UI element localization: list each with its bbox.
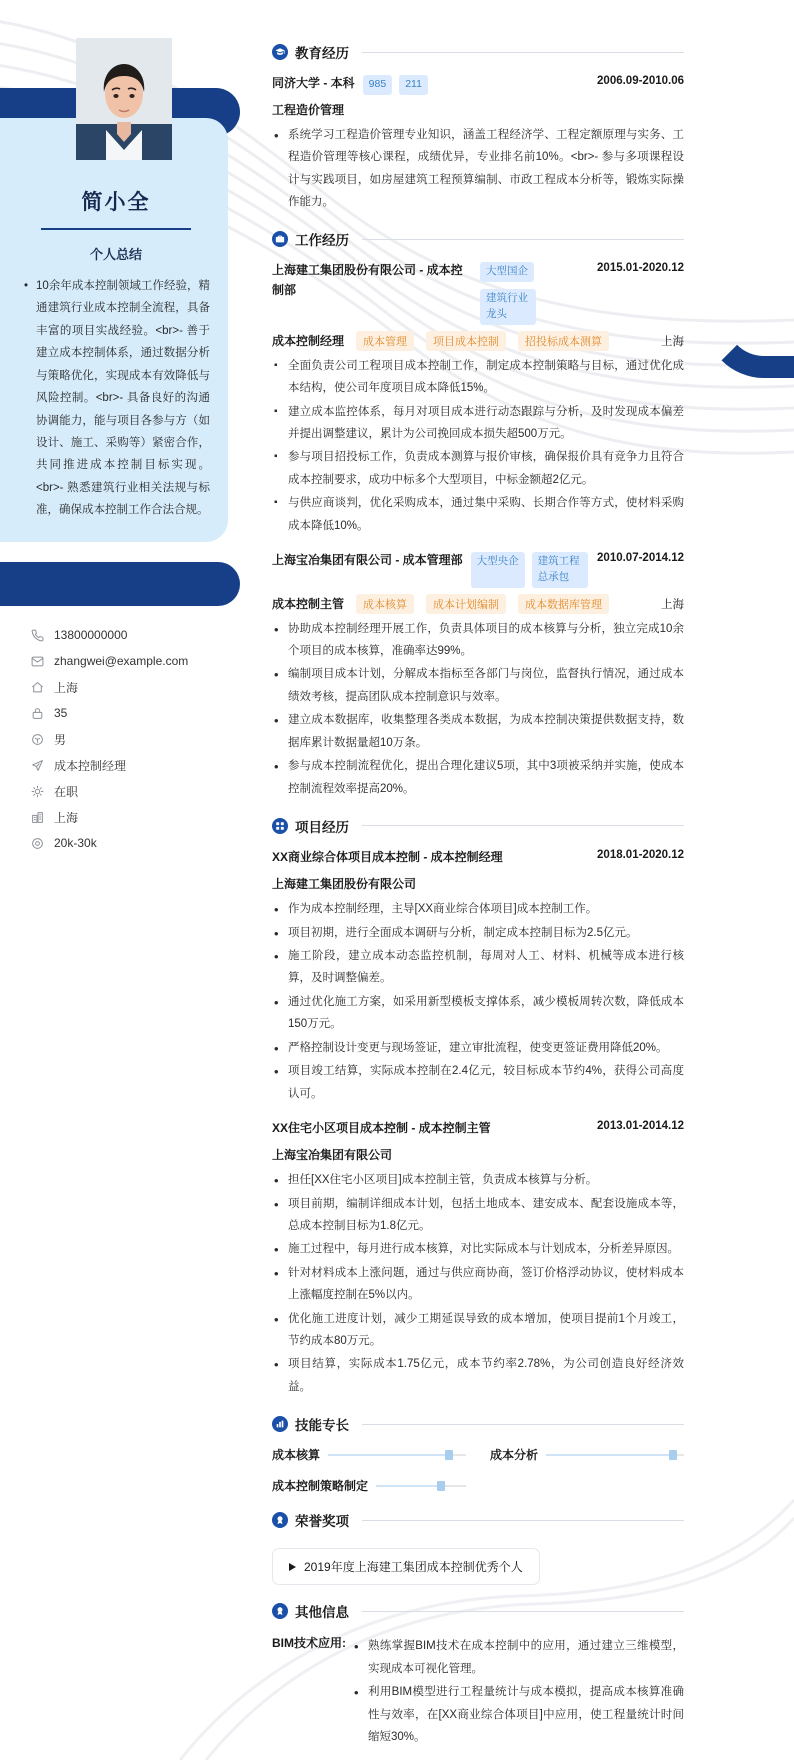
- contact-value: 上海: [54, 680, 79, 695]
- skill-tag: 成本计划编制: [426, 594, 506, 614]
- skill-slider[interactable]: [546, 1454, 684, 1456]
- entry-header: [272, 74, 684, 95]
- list-item: • 熟练掌握BIM技术在成本控制中的应用，通过建立三维模型，实现成本可视化管理。: [352, 1635, 684, 1680]
- list-item: • 系统学习工程造价管理专业知识，涵盖工程经济学、工程定额原理与实务、工程造价管理等核心课程，成绩优异，专业排名前10%。<br>- 参与多项课程设计与实践项目，如房屋建筑工程预算编制、市政工程成本分析等，锻炼实际操作能力。: [272, 124, 684, 214]
- tag: 211: [399, 75, 428, 95]
- skill-tag: 项目成本控制: [426, 331, 506, 351]
- skill-label: 成本核算: [272, 1448, 321, 1463]
- project-name: XX住宅小区项目成本控制 - 成本控制主管: [272, 1120, 491, 1135]
- major-name: 工程造价管理: [272, 102, 345, 117]
- tag: 大型央企: [471, 552, 525, 588]
- summary-heading: 个人总结: [89, 247, 142, 262]
- entry-date: 2006.09-2010.06: [597, 75, 684, 87]
- list-item: ▪ 建立成本监控体系，每月对项目成本进行动态跟踪与分析，及时发现成本偏差并提出调整建议，累计为公司挽回成本损失超500万元。: [272, 401, 684, 446]
- skill-item: [490, 1446, 684, 1463]
- tag: 大型国企: [480, 262, 534, 282]
- avatar: [76, 38, 172, 160]
- section-divider: [362, 825, 684, 826]
- section-header: [272, 816, 684, 836]
- list-item: ▪ 与供应商谈判，优化采购成本，通过集中采购、长期合作等方式，使材料采购成本降低10%。: [272, 492, 684, 537]
- list-item: • 编制项目成本计划，分解成本指标至各部门与岗位，监督执行情况，通过成本绩效考核，提高团队成本控制意识与效率。: [272, 663, 684, 708]
- contact-item-phone: [30, 622, 250, 648]
- section-title: 教育经历: [295, 46, 349, 61]
- skill-fill: [328, 1454, 449, 1456]
- work-bullets: [272, 355, 684, 537]
- skill-item: [272, 1477, 466, 1494]
- project-entry: [272, 848, 684, 1105]
- section-divider: [362, 1424, 684, 1425]
- tag: 建筑工程总承包: [532, 552, 588, 588]
- age-icon: [30, 706, 44, 720]
- skill-label: 成本分析: [490, 1448, 539, 1463]
- other-label: BIM技术应用:: [272, 1636, 346, 1651]
- entry-date: 2010.07-2014.12: [597, 552, 684, 565]
- page-title: 简小全: [81, 191, 151, 214]
- section-skills: [272, 1414, 684, 1494]
- list-item: • 参与成本控制流程优化，提出合理化建议5项，其中3项被采纳并实施，使成本控制流程效率提高20%。: [272, 755, 684, 800]
- list-item: • 施工阶段，建立成本动态监控机制，每周对人工、材料、机械等成本进行核算，及时调整偏差。: [272, 945, 684, 990]
- gender-icon: [30, 732, 44, 746]
- name-divider: [41, 228, 191, 230]
- school-name: 同济大学 - 本科: [272, 76, 355, 90]
- list-item: • 利用BIM模型进行工程量统计与成本模拟，提高成本核算准确性与效率，在[XX商业综合体项目]中应用，使工程量统计时间缩短30%。: [352, 1681, 684, 1748]
- chart-icon: [272, 1416, 288, 1432]
- contact-value: 成本控制经理: [54, 758, 127, 773]
- section-title: 其他信息: [295, 1605, 349, 1621]
- section-divider: [362, 1611, 684, 1612]
- list-item: • 担任[XX住宅小区项目]成本控制主管，负责成本核算与分析。: [272, 1169, 684, 1191]
- list-item: • 项目前期，编制详细成本计划，包括土地成本、建安成本、配套设施成本等，总成本控制目标为1.8亿元。: [272, 1193, 684, 1238]
- section-divider: [362, 52, 684, 53]
- award-chip: [272, 1548, 540, 1585]
- contact-value: 13800000000: [54, 628, 128, 642]
- entry-header: [272, 1119, 684, 1138]
- list-item: • 项目初期，进行全面成本调研与分析，制定成本控制目标为2.5亿元。: [272, 922, 684, 944]
- list-item: • 项目结算，实际成本1.75亿元，成本节约率2.78%，为公司创造良好经济效益。: [272, 1353, 684, 1398]
- entry-date: 2015.01-2020.12: [597, 262, 684, 275]
- company-name: 上海宝冶集团有限公司 - 成本管理部: [272, 553, 463, 568]
- entry-header: [272, 261, 684, 324]
- project-company: 上海宝冶集团有限公司: [272, 1148, 393, 1163]
- skill-slider[interactable]: [376, 1485, 466, 1487]
- skill-fill: [546, 1454, 673, 1456]
- home-icon: [30, 680, 44, 694]
- briefcase-icon: [272, 231, 288, 247]
- section-title: 荣誉奖项: [295, 1514, 349, 1530]
- skill-knob[interactable]: [437, 1481, 445, 1491]
- skill-tag: 成本管理: [356, 331, 414, 351]
- section-divider: [362, 1520, 684, 1521]
- section-divider: [362, 239, 684, 240]
- skill-grid: [272, 1446, 684, 1494]
- section-header: [272, 229, 684, 249]
- project-entry: [272, 1119, 684, 1398]
- grid-icon: [272, 818, 288, 834]
- skill-slider[interactable]: [328, 1454, 466, 1456]
- list-item: • 严格控制设计变更与现场签证，建立审批流程，使变更签证费用降低20%。: [272, 1037, 684, 1059]
- entry-date: 2018.01-2020.12: [597, 848, 684, 861]
- list-item: • 项目竣工结算，实际成本控制在2.4亿元，较目标成本节约4%，获得公司高度认可。: [272, 1060, 684, 1105]
- list-item: ▪ 参与项目招投标工作，负责成本测算与报价审核，确保报价具有竞争力且符合成本控制要求，成功中标多个大型项目，中标金额超2亿元。: [272, 446, 684, 491]
- position-icon: [30, 758, 44, 772]
- contact-value: 男: [54, 732, 67, 747]
- tag: 建筑行业龙头: [480, 289, 536, 325]
- work-city: 上海: [661, 598, 684, 611]
- play-triangle-icon: [289, 1563, 296, 1571]
- section-other: [272, 1601, 684, 1749]
- work-entry: [272, 261, 684, 537]
- company-tags: [480, 261, 589, 324]
- section-title: 工作经历: [295, 233, 349, 249]
- graduation-cap-icon: [272, 44, 288, 60]
- contact-item-salary: [30, 830, 250, 856]
- decorative-arc-right: [704, 258, 794, 378]
- project-name: XX商业综合体项目成本控制 - 成本控制经理: [272, 849, 503, 864]
- role-title: 成本控制经理: [272, 334, 345, 349]
- mail-icon: [30, 654, 44, 668]
- contact-item-status: [30, 778, 250, 804]
- status-icon: [30, 784, 44, 798]
- contact-value: 在职: [54, 784, 79, 799]
- section-title: 技能专长: [295, 1418, 349, 1434]
- role-title: 成本控制主管: [272, 597, 345, 612]
- list-item: • 作为成本控制经理，主导[XX商业综合体项目]成本控制工作。: [272, 898, 684, 920]
- salary-icon: [30, 836, 44, 850]
- tag: 985: [363, 75, 393, 95]
- entry-header: [272, 551, 684, 588]
- list-item: ▪ 全面负责公司工程项目成本控制工作，制定成本控制策略与目标，通过优化成本结构，使公司年度项目成本降低15%。: [272, 355, 684, 400]
- list-item: • 通过优化施工方案，如采用新型模板支撑体系，减少模板周转次数，降低成本150万元。: [272, 991, 684, 1036]
- skill-fill: [376, 1485, 441, 1487]
- section-header: [272, 1414, 684, 1434]
- contact-item-email: [30, 648, 250, 674]
- section-projects: [272, 816, 684, 1398]
- list-item: • 施工过程中，每月进行成本核算，对比实际成本与计划成本，分析差异原因。: [272, 1238, 684, 1260]
- section-header: [272, 42, 684, 62]
- summary-list: [22, 275, 210, 522]
- contact-item-position: [30, 752, 250, 778]
- entry-header: [272, 848, 684, 867]
- role-row: [272, 594, 684, 614]
- contact-value: zhangwei@example.com: [54, 654, 189, 668]
- work-entry: [272, 551, 684, 800]
- other-body: [352, 1633, 684, 1749]
- section-awards: [272, 1510, 684, 1585]
- skill-tag: 成本数据库管理: [518, 594, 609, 614]
- entry-date: 2013.01-2014.12: [597, 1119, 684, 1132]
- section-title: 项目经历: [295, 819, 349, 835]
- contact-value: 35: [54, 706, 68, 720]
- work-city: 上海: [661, 335, 684, 348]
- work-bullets: [272, 618, 684, 800]
- section-work: [272, 229, 684, 800]
- contact-value: 上海: [54, 810, 79, 825]
- list-item: • 优化施工进度计划，减少工期延误导致的成本增加，使项目提前1个月竣工，节约成本80万元。: [272, 1308, 684, 1353]
- project-bullets: [272, 1169, 684, 1398]
- list-item: • 建立成本数据库，收集整理各类成本数据，为成本控制决策提供数据支持，数据库累计数据量超10万条。: [272, 709, 684, 754]
- contact-item-city: [30, 804, 250, 830]
- list-item: • 10余年成本控制领域工作经验，精通建筑行业成本控制全流程，具备丰富的项目实战经验。<br>- 善于建立成本控制体系，通过数据分析与策略优化，实现成本有效降低与风险控制。<br>- 具备良好的沟通协调能力，能与项目各参与方（如设计、施工、采购等）紧密合作，共同推进成本控制目标实现。<br>- 熟悉建筑行业相关法规与标准，确保成本控制工作合法合规。: [22, 275, 210, 522]
- skill-knob[interactable]: [669, 1450, 677, 1460]
- skill-knob[interactable]: [445, 1450, 453, 1460]
- contact-item-home: [30, 674, 250, 700]
- company-name: 上海建工集团股份有限公司 - 成本控制部: [272, 263, 463, 297]
- award-label: 2019年度上海建工集团成本控制优秀个人: [304, 1560, 523, 1575]
- project-bullets: [272, 898, 684, 1105]
- company-tags: [471, 551, 588, 588]
- phone-icon: [30, 628, 44, 642]
- contact-item-age: [30, 700, 250, 726]
- skill-label: 成本控制策略制定: [272, 1479, 369, 1494]
- section-header: [272, 1510, 684, 1530]
- city-icon: [30, 810, 44, 824]
- contact-list: [30, 622, 250, 856]
- education-bullets: [272, 124, 684, 214]
- list-item: • 针对材料成本上涨问题，通过与供应商协商，签订价格浮动协议，使材料成本上涨幅度控制在5%以内。: [272, 1262, 684, 1307]
- profile-card: [0, 118, 228, 542]
- other-row: [272, 1633, 684, 1749]
- skill-item: [272, 1446, 466, 1463]
- education-entry: [272, 74, 684, 213]
- portrait-photo-icon: [76, 38, 172, 160]
- school-tags: [363, 74, 428, 95]
- section-header: [272, 1601, 684, 1621]
- skill-tag: 成本核算: [356, 594, 414, 614]
- section-education: [272, 42, 684, 213]
- role-row: [272, 331, 684, 351]
- other-bullets: [352, 1635, 684, 1748]
- award-icon: [272, 1512, 288, 1528]
- skill-tag: 招投标成本测算: [518, 331, 609, 351]
- project-company: 上海建工集团股份有限公司: [272, 877, 417, 892]
- info-icon: [272, 1603, 288, 1619]
- contact-value: 20k-30k: [54, 836, 97, 850]
- main-content: [272, 26, 684, 1753]
- decorative-bar-bottom: [0, 562, 240, 606]
- contact-item-gender: [30, 726, 250, 752]
- list-item: • 协助成本控制经理开展工作，负责具体项目的成本核算与分析，独立完成10余个项目的成本核算，准确率达99%。: [272, 618, 684, 663]
